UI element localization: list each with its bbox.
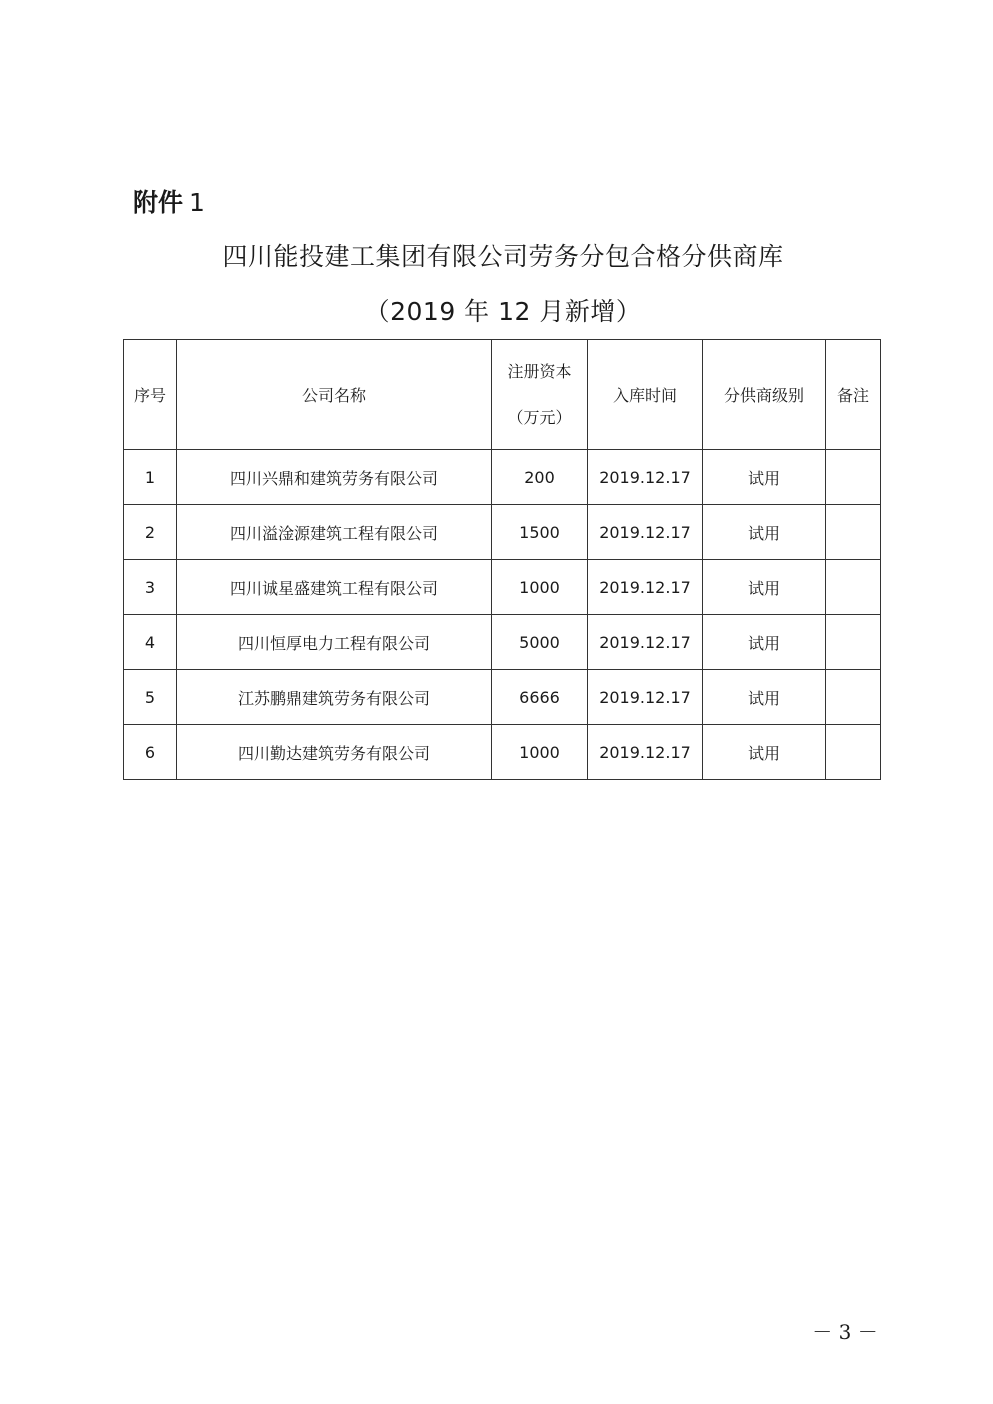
cell-level: 试用 bbox=[703, 670, 826, 725]
supplier-table bbox=[123, 339, 881, 780]
cell-level: 试用 bbox=[703, 450, 826, 505]
cell-index: 1 bbox=[124, 450, 177, 505]
cell-note bbox=[826, 450, 881, 505]
cell-capital: 1000 bbox=[492, 725, 588, 780]
cell-note bbox=[826, 725, 881, 780]
cell-company: 四川诚星盛建筑工程有限公司 bbox=[177, 560, 492, 615]
cell-company: 四川勤达建筑劳务有限公司 bbox=[177, 725, 492, 780]
cell-level: 试用 bbox=[703, 725, 826, 780]
cell-capital: 1500 bbox=[492, 505, 588, 560]
cell-company: 四川恒厚电力工程有限公司 bbox=[177, 615, 492, 670]
cell-date: 2019.12.17 bbox=[588, 615, 703, 670]
cell-note bbox=[826, 560, 881, 615]
header-level: 分供商级别 bbox=[703, 340, 826, 450]
header-date: 入库时间 bbox=[588, 340, 703, 450]
cell-date: 2019.12.17 bbox=[588, 560, 703, 615]
cell-capital: 5000 bbox=[492, 615, 588, 670]
cell-level: 试用 bbox=[703, 505, 826, 560]
cell-capital: 6666 bbox=[492, 670, 588, 725]
cell-company: 四川兴鼎和建筑劳务有限公司 bbox=[177, 450, 492, 505]
cell-index: 3 bbox=[124, 560, 177, 615]
table-row bbox=[124, 505, 881, 560]
cell-note bbox=[826, 615, 881, 670]
header-company: 公司名称 bbox=[177, 340, 492, 450]
table-row bbox=[124, 725, 881, 780]
document-title: 四川能投建工集团有限公司劳务分包合格分供商库 bbox=[222, 242, 784, 271]
cell-company: 江苏鹏鼎建筑劳务有限公司 bbox=[177, 670, 492, 725]
cell-note bbox=[826, 670, 881, 725]
document-subtitle: （2019 年 12 月新增） bbox=[364, 297, 642, 326]
cell-capital: 1000 bbox=[492, 560, 588, 615]
header-capital-line2: （万元） bbox=[507, 407, 572, 427]
attachment-label bbox=[133, 186, 205, 220]
header-capital bbox=[492, 340, 588, 450]
attachment-label-text: 附件 bbox=[133, 188, 184, 217]
cell-level: 试用 bbox=[703, 560, 826, 615]
cell-level: 试用 bbox=[703, 615, 826, 670]
header-index: 序号 bbox=[124, 340, 177, 450]
cell-index: 4 bbox=[124, 615, 177, 670]
cell-date: 2019.12.17 bbox=[588, 505, 703, 560]
page-number: － 3 － bbox=[812, 1320, 878, 1344]
table-row bbox=[124, 615, 881, 670]
table-row bbox=[124, 450, 881, 505]
cell-date: 2019.12.17 bbox=[588, 670, 703, 725]
attachment-number: 1 bbox=[189, 188, 205, 217]
cell-company: 四川溢淦源建筑工程有限公司 bbox=[177, 505, 492, 560]
table-header-row bbox=[124, 340, 881, 450]
header-capital-line1: 注册资本 bbox=[507, 361, 572, 381]
cell-date: 2019.12.17 bbox=[588, 450, 703, 505]
cell-note bbox=[826, 505, 881, 560]
cell-index: 6 bbox=[124, 725, 177, 780]
table-row bbox=[124, 670, 881, 725]
cell-date: 2019.12.17 bbox=[588, 725, 703, 780]
cell-index: 5 bbox=[124, 670, 177, 725]
header-note: 备注 bbox=[826, 340, 881, 450]
table-row bbox=[124, 560, 881, 615]
cell-index: 2 bbox=[124, 505, 177, 560]
cell-capital: 200 bbox=[492, 450, 588, 505]
